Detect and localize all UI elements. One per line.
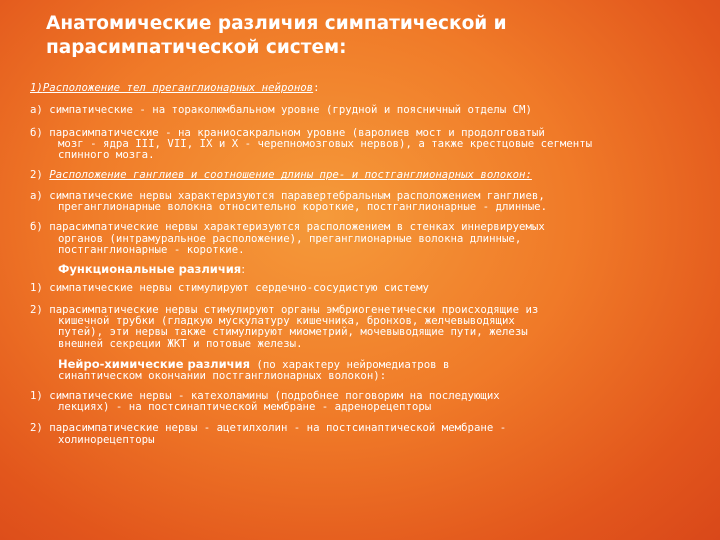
line: органов (интрамуральное расположение), преганглионарные волокна длинные,	[58, 231, 522, 245]
line: 1) симпатические нервы - катехоламины (подробнее поговорим на последующих	[30, 388, 500, 402]
line: внешней секреции ЖКТ и потовые железы.	[58, 336, 303, 350]
line: путей), эти нервы также стимулируют миометрий, мочевыводящие пути, железы	[58, 325, 528, 339]
line: мозг - ядра III, VII, IX и X - черепномозговых нервов), а также крестцовые сегменты	[58, 136, 593, 150]
section-2-heading	[30, 169, 700, 180]
section-3-item-1: 1) симпатические нервы стимулируют сердечно-сосудистую систему	[30, 280, 429, 294]
section-3-heading	[30, 264, 700, 275]
section-4-heading	[30, 359, 700, 382]
line: 2) парасимпатические нервы - ацетилхолин - на постсинаптической мембране -	[30, 421, 507, 435]
line: кишечной трубки (гладкую мускулатуру кишечника, бронхов, желчевыводящих	[58, 314, 515, 328]
heading-text: Расположение тел преганглионарных нейронов	[42, 81, 314, 94]
section-1-item-b	[30, 127, 700, 161]
section-3-item-2	[30, 304, 700, 349]
line: б) парасимпатические - на краниосакральном уровне (варолиев мост и продолговатый	[30, 125, 545, 139]
heading-suffix: :	[313, 81, 320, 94]
heading-text: Расположение ганглиев и соотношение длины пре- и постганглионарных волокон:	[49, 168, 532, 182]
section-1-heading	[30, 82, 700, 93]
section-1-item-a: а) симпатические - на тораколюмбальном уровне (грудной и поясничный отделы СМ)	[30, 103, 532, 117]
title-line-1: Анатомические различия симпатической и	[46, 13, 507, 34]
line: спинного мозга.	[58, 148, 155, 162]
line: лекциях) - на постсинаптической мембране - адренорецепторы	[58, 399, 432, 413]
heading-text: Функциональные различия	[58, 262, 242, 277]
heading-suffix: :	[241, 262, 246, 277]
line: преганглионарные волокна относительно короткие, постганглионарные - длинные.	[58, 200, 548, 214]
slide-body	[30, 82, 700, 445]
heading-prefix: 2)	[30, 168, 50, 182]
section-2-item-a	[30, 190, 700, 213]
line: а) симпатические нервы характеризуются паравертебральным расположением ганглиев,	[30, 188, 545, 202]
line: синаптическом окончании постганглионарных волокон):	[58, 369, 387, 383]
section-4-item-2	[30, 422, 700, 445]
heading-text: Нейро-химические различия	[58, 357, 250, 372]
title-line-2: парасимпатической систем:	[46, 37, 347, 58]
line: 2) парасимпатические нервы стимулируют органы эмбриогенетически происходящие из	[30, 302, 539, 316]
line: постганглионарные - короткие.	[58, 242, 245, 256]
heading-rest: (по характеру нейромедиатров в	[250, 358, 450, 372]
line: холинорецепторы	[58, 432, 155, 446]
section-2-item-b	[30, 221, 700, 255]
heading-prefix: 1)	[30, 81, 43, 94]
line: б) парасимпатические нервы характеризуются расположением в стенках иннервируемых	[30, 220, 545, 234]
slide-title	[46, 12, 686, 60]
section-4-item-1	[30, 390, 700, 413]
